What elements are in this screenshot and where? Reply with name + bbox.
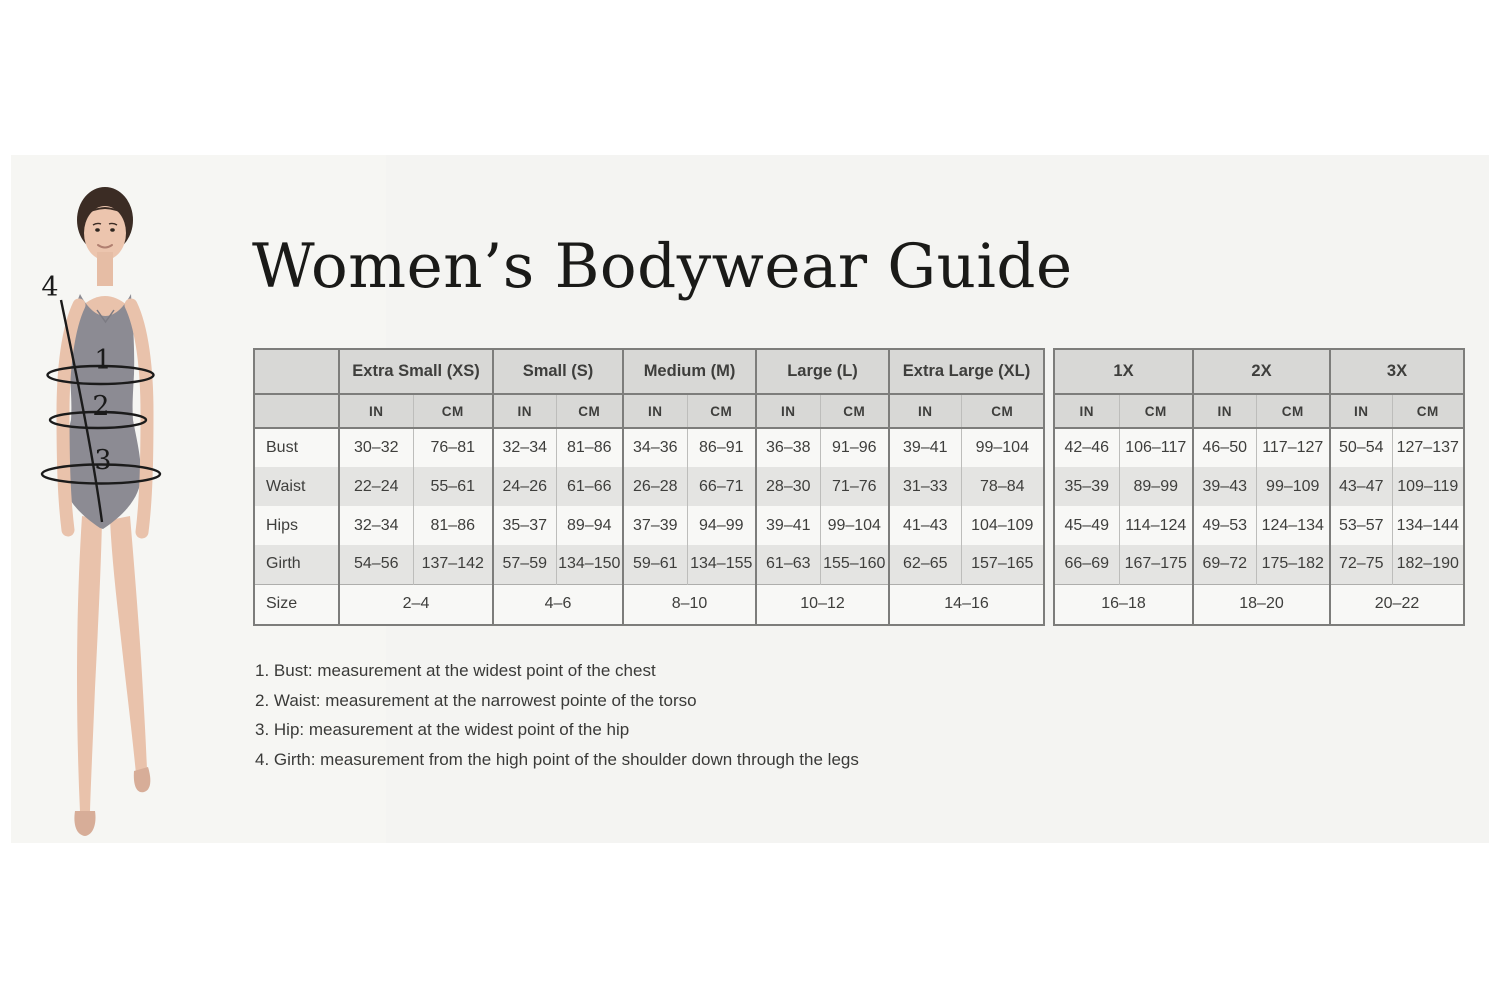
- value-cell: 54–56: [339, 545, 413, 584]
- row-label: Hips: [266, 516, 299, 534]
- girth-marker: 4: [41, 272, 59, 303]
- table-row: [1054, 467, 1464, 506]
- unit-header-in: IN: [889, 394, 961, 428]
- footnote-hip: 3. Hip: measurement at the widest point of the hip: [255, 720, 630, 739]
- value-cell: 59–61: [623, 545, 687, 584]
- value-cell: 167–175: [1119, 545, 1193, 584]
- standard-size-table: [253, 348, 1045, 626]
- unit-header-in: IN: [623, 394, 687, 428]
- value-cell: 134–155: [687, 545, 756, 584]
- value-cell: 157–165: [961, 545, 1044, 584]
- size-cell: 20–22: [1330, 584, 1464, 625]
- bust-marker: 1: [94, 345, 112, 376]
- unit-header-cm: CM: [413, 394, 493, 428]
- value-cell: 41–43: [889, 506, 961, 545]
- value-cell: 182–190: [1392, 545, 1464, 584]
- value-cell: 99–109: [1256, 467, 1330, 506]
- value-cell: 71–76: [820, 467, 889, 506]
- table-row: [254, 467, 1044, 506]
- value-cell: 66–69: [1054, 545, 1119, 584]
- size-group-header: 3X: [1330, 349, 1464, 394]
- value-cell: 49–53: [1193, 506, 1256, 545]
- value-cell: 57–59: [493, 545, 556, 584]
- value-cell: 72–75: [1330, 545, 1392, 584]
- unit-header-cm: CM: [1256, 394, 1330, 428]
- table-row: [1054, 349, 1464, 394]
- model-figure: [30, 178, 235, 850]
- footnote-waist: 2. Waist: measurement at the narrowest pointe of the torso: [255, 690, 697, 710]
- footnote-bust: 1. Bust: measurement at the widest point of the chest: [255, 661, 656, 680]
- page-title: Women’s Bodywear Guide: [252, 231, 1073, 302]
- size-group-header: Large (L): [756, 349, 889, 394]
- value-cell: 137–142: [413, 545, 493, 584]
- row-label: Bust: [266, 439, 299, 456]
- value-cell: 89–99: [1119, 467, 1193, 506]
- unit-header-cm: CM: [687, 394, 756, 428]
- value-cell: 61–66: [556, 467, 623, 506]
- size-group-header: Extra Small (XS): [339, 349, 493, 394]
- row-label: Size: [254, 584, 339, 625]
- unit-header-cm: CM: [961, 394, 1044, 428]
- model-left-slipper: [74, 811, 95, 836]
- value-cell: 134–144: [1392, 506, 1464, 545]
- corner-cell: [254, 349, 339, 394]
- unit-header-cm: CM: [820, 394, 889, 428]
- plus-size-table: [1053, 348, 1465, 626]
- footnote-girth: 4. Girth: measurement from the high point of the shoulder down through the legs: [255, 749, 859, 769]
- value-cell: 62–65: [889, 545, 961, 584]
- hip-marker: 3: [94, 445, 112, 476]
- value-cell: 37–39: [623, 506, 687, 545]
- value-cell: 106–117: [1119, 428, 1193, 467]
- value-cell: 22–24: [339, 467, 413, 506]
- value-cell: 69–72: [1193, 545, 1256, 584]
- value-cell: 46–50: [1193, 428, 1256, 467]
- table-row: [254, 428, 1044, 467]
- value-cell: 42–46: [1054, 428, 1119, 467]
- size-cell: 2–4: [339, 584, 493, 625]
- size-cell: 4–6: [493, 584, 623, 625]
- value-cell: 99–104: [961, 428, 1044, 467]
- model-face: [84, 206, 126, 260]
- table-row: [254, 584, 1044, 625]
- model-left-leg: [77, 516, 102, 812]
- size-group-header: Medium (M): [623, 349, 756, 394]
- size-cell: 14–16: [889, 584, 1044, 625]
- table-row: [1054, 584, 1464, 625]
- corner-cell: [254, 394, 339, 428]
- unit-header-in: IN: [1193, 394, 1256, 428]
- value-cell: 66–71: [687, 467, 756, 506]
- value-cell: 35–39: [1054, 467, 1119, 506]
- value-cell: 39–43: [1193, 467, 1256, 506]
- value-cell: 32–34: [493, 428, 556, 467]
- row-label: Girth: [266, 555, 301, 573]
- table-row: [1054, 394, 1464, 428]
- measurement-footnotes: [255, 656, 859, 774]
- value-cell: 86–91: [687, 428, 756, 467]
- value-cell: 30–32: [339, 428, 413, 467]
- unit-header-in: IN: [1054, 394, 1119, 428]
- value-cell: 127–137: [1392, 428, 1464, 467]
- value-cell: 39–41: [889, 428, 961, 467]
- unit-header-cm: CM: [1392, 394, 1464, 428]
- value-cell: 32–34: [339, 506, 413, 545]
- size-group-header: Extra Large (XL): [889, 349, 1044, 394]
- table-row: [1054, 545, 1464, 584]
- value-cell: 81–86: [413, 506, 493, 545]
- size-cell: 8–10: [623, 584, 756, 625]
- unit-header-in: IN: [756, 394, 820, 428]
- value-cell: 36–38: [756, 428, 820, 467]
- table-row: [254, 545, 1044, 584]
- value-cell: 43–47: [1330, 467, 1392, 506]
- size-cell: 18–20: [1193, 584, 1330, 625]
- unit-header-in: IN: [493, 394, 556, 428]
- table-row: [254, 394, 1044, 428]
- value-cell: 89–94: [556, 506, 623, 545]
- value-cell: 45–49: [1054, 506, 1119, 545]
- waist-marker: 2: [92, 391, 110, 422]
- size-group-header: Small (S): [493, 349, 623, 394]
- value-cell: 55–61: [413, 467, 493, 506]
- value-cell: 99–104: [820, 506, 889, 545]
- value-cell: 117–127: [1256, 428, 1330, 467]
- model-neck: [97, 252, 113, 286]
- table-row: [1054, 428, 1464, 467]
- size-group-header: 2X: [1193, 349, 1330, 394]
- model-right-slipper: [134, 767, 151, 792]
- size-cell: 10–12: [756, 584, 889, 625]
- value-cell: 26–28: [623, 467, 687, 506]
- unit-header-cm: CM: [1119, 394, 1193, 428]
- table-row: [1054, 506, 1464, 545]
- value-cell: 31–33: [889, 467, 961, 506]
- value-cell: 61–63: [756, 545, 820, 584]
- value-cell: 76–81: [413, 428, 493, 467]
- value-cell: 155–160: [820, 545, 889, 584]
- unit-header-in: IN: [1330, 394, 1392, 428]
- value-cell: 134–150: [556, 545, 623, 584]
- value-cell: 39–41: [756, 506, 820, 545]
- value-cell: 114–124: [1119, 506, 1193, 545]
- value-cell: 109–119: [1392, 467, 1464, 506]
- value-cell: 94–99: [687, 506, 756, 545]
- value-cell: 53–57: [1330, 506, 1392, 545]
- model-right-leg: [110, 516, 147, 774]
- value-cell: 175–182: [1256, 545, 1330, 584]
- size-group-header: 1X: [1054, 349, 1193, 394]
- unit-header-cm: CM: [556, 394, 623, 428]
- value-cell: 91–96: [820, 428, 889, 467]
- unit-header-in: IN: [339, 394, 413, 428]
- value-cell: 81–86: [556, 428, 623, 467]
- value-cell: 104–109: [961, 506, 1044, 545]
- value-cell: 50–54: [1330, 428, 1392, 467]
- table-row: [254, 506, 1044, 545]
- row-label: Waist: [266, 477, 306, 495]
- value-cell: 35–37: [493, 506, 556, 545]
- value-cell: 124–134: [1256, 506, 1330, 545]
- value-cell: 78–84: [961, 467, 1044, 506]
- size-cell: 16–18: [1054, 584, 1193, 625]
- value-cell: 24–26: [493, 467, 556, 506]
- value-cell: 34–36: [623, 428, 687, 467]
- table-row: [254, 349, 1044, 394]
- value-cell: 28–30: [756, 467, 820, 506]
